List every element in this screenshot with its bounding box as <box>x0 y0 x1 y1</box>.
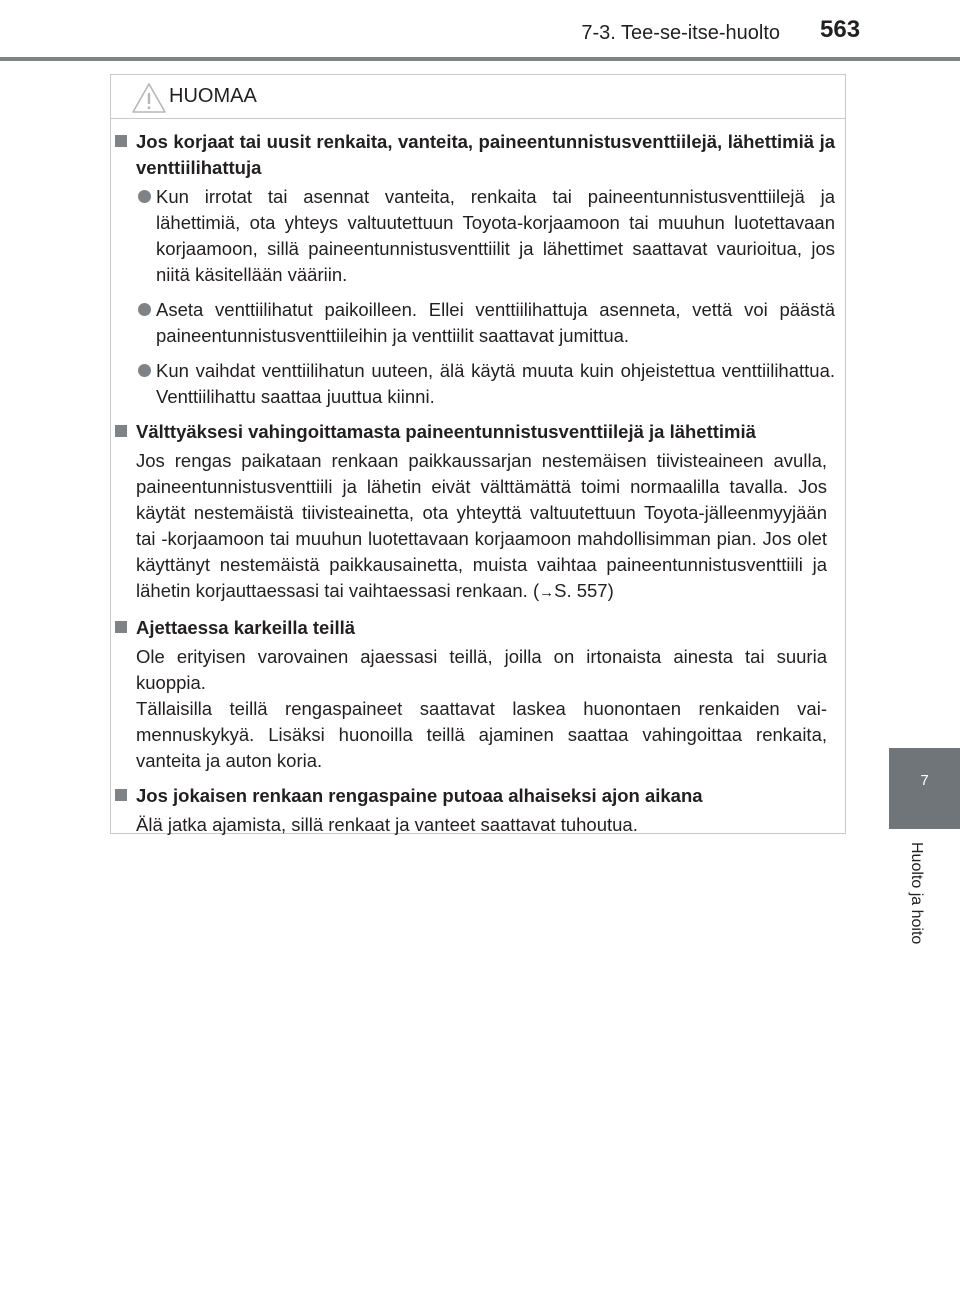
section-heading-text: Ajettaessa karkeilla teillä <box>136 617 356 638</box>
bullet-text: Aseta venttiilihatut paikoilleen. Ellei venttiilihattuja asenneta, vettä voi päästä paineentunnistusventtiileihin ja venttiilit saattavat jumittua. <box>156 299 835 346</box>
bullet-item <box>111 297 835 349</box>
square-bullet-icon <box>115 135 127 147</box>
bullet-item <box>111 358 835 410</box>
reference-arrow-icon: → <box>539 584 555 601</box>
section-heading-text: Jos jokaisen renkaan rengaspaine putoaa alhaiseksi ajon aikana <box>136 785 703 806</box>
dot-bullet-icon <box>138 364 151 377</box>
notice-header <box>111 75 845 119</box>
chapter-number: 7 <box>920 772 929 789</box>
notice-section <box>111 129 835 410</box>
section-heading <box>111 129 835 181</box>
bullet-text: Kun vaihdat venttiilihatun uuteen, älä käytä muuta kuin ohjeistettua venttiilihattua. Venttiilihattu saattaa juuttua kiinni. <box>156 360 835 407</box>
notice-section <box>111 783 835 838</box>
section-heading <box>111 783 835 809</box>
section-paragraph <box>111 812 835 838</box>
section-heading <box>111 419 835 445</box>
dot-bullet-icon <box>138 190 151 203</box>
paragraph-line: Ole erityisen varovainen ajaessasi teillä, joilla on irtonaista ainesta tai suuria kuoppia. <box>136 646 827 693</box>
square-bullet-icon <box>115 425 127 437</box>
header-rule <box>0 57 960 61</box>
section-paragraph <box>111 448 835 606</box>
chapter-tab <box>889 748 960 829</box>
notice-box <box>110 74 846 834</box>
section-heading <box>111 615 835 641</box>
paragraph-line: Tällaisilla teillä rengaspaineet saattavat laskea huonontaen renkaiden vaimennuskykyä. Lisäksi huonoilla teillä ajaminen saattaa vahingoittaa renkaita, vanteita ja auton koria. <box>136 698 827 771</box>
paragraph-text: Jos rengas paikataan renkaan paikkaussarjan nestemäisen tiivisteaineen avulla, paineentunnistusventtiili ja lähetin eivät välttämättä toimi normaalilla tavalla. Jos käytät nestemäistä tiivisteainetta, ota yhteyttä valtuutettuun Toyota-jälleenmyyjään tai -korjaamoon tai muuhun luotettavaan korjaamoon mahdollisimman pian. Jos olet käyttänyt nestemäistä paikkausainetta, muista vaihtaa paineentunnistusventtiili ja lähetin korjauttaessasi tai vaihtaessasi renkaan. ( <box>136 450 827 601</box>
chapter-title: Huolto ja hoito <box>908 842 925 945</box>
notice-title: HUOMAA <box>169 85 257 107</box>
section-heading-text: Välttyäksesi vahingoittamasta paineentunnistusventtiilejä ja lähettimiä <box>136 421 756 442</box>
bullet-item <box>111 184 835 288</box>
bullet-text: Kun irrotat tai asennat vanteita, renkaita tai paineentunnistusventtiilejä ja lähettimiä, ota yhteys valtuutettuun Toyota-korjaamoon tai muuhun luotettavaan korjaamoon, sillä paineentunnistusventtiilit ja lähettimet saattavat vaurioitua, jos niitä käsitellään vääriin. <box>156 186 835 285</box>
square-bullet-icon <box>115 621 127 633</box>
section-paragraph <box>111 644 835 774</box>
page-reference[interactable]: S. 557) <box>554 580 614 601</box>
paragraph-text: Älä jatka ajamista, sillä renkaat ja vanteet saattavat tuhoutua. <box>136 814 638 835</box>
notice-section <box>111 615 835 774</box>
header-section-title: 7-3. Tee-se-itse-huolto <box>581 22 780 44</box>
notice-section <box>111 419 835 606</box>
notice-body <box>111 119 845 838</box>
warning-triangle-icon <box>131 82 167 114</box>
dot-bullet-icon <box>138 303 151 316</box>
section-heading-text: Jos korjaat tai uusit renkaita, vanteita, paineentunnistusventtiilejä, lähettimiä ja venttiilihattuja <box>136 131 835 178</box>
page-number: 563 <box>820 16 861 43</box>
square-bullet-icon <box>115 789 127 801</box>
